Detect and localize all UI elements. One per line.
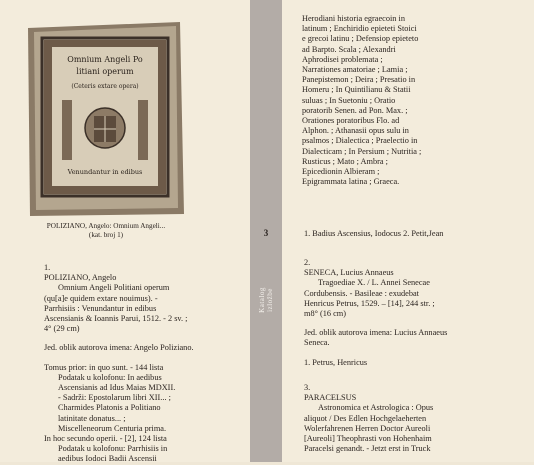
entry-title-line: Tragoediae X. / L. Annei Senecae [318, 278, 430, 288]
contents-list [302, 14, 530, 187]
contents-line: e grecoi latinu ; Defensiop epieteto [302, 34, 419, 44]
photo-line-2: litiani operum [76, 67, 134, 76]
contents-line: Herodiani historia egraecoin in [302, 14, 405, 23]
entry-title-line: Paracelsi genandt. - Jetzt erst in Truck [304, 444, 431, 454]
entry-title-line: (qu[a]e quidem extare nouimus). - [44, 293, 158, 303]
contents-line: suluas ; In Suetoniu ; Oratio [302, 95, 396, 105]
image-caption [26, 222, 186, 240]
tomus-line: aedibus Iodoci Badii Ascensii [58, 454, 157, 464]
contents-line: Rusticus ; Mato ; Ambra ; [302, 156, 388, 166]
photo-line-3: (Ceteris extare opera) [71, 83, 139, 90]
contents-line: Panepistemon ; Deira ; Presatio in [302, 75, 416, 85]
entry-title-line: aliquot / Des Edlen Hochgelaeherten [304, 413, 427, 423]
tomus-line: Ascensianis ad Idus Maias MDXII. [58, 383, 176, 393]
right-page [282, 0, 534, 462]
entry-author: SENECA, Lucius Annaeus [304, 268, 394, 278]
contents-line: Dialecticam ; In Persium ; Nutritia ; [302, 146, 422, 156]
entry-uniform-name: Jed. oblik autorova imena: Angelo Poliziano. [44, 343, 194, 353]
contents-line: Alphon. ; Athanasii opus sulu in [302, 126, 409, 136]
entry-number: 1. [44, 263, 51, 272]
contents-line: ad Barpto. Scala ; Alexandri [302, 44, 396, 54]
note-line: 1. Badius Ascensius, Iodocus 2. Petit,Jean [304, 229, 444, 238]
caption-line: POLIZIANO, Angelo: Omnium Angeli... [46, 222, 166, 230]
tomus-line: - Sadrži: Epostolarum libri XII... ; [58, 393, 171, 403]
entry-uniform-name: Jed. oblik autorova imena: Lucius Annaeus [304, 328, 448, 338]
entry-1-notes [304, 229, 530, 239]
contents-line: poratorib Senen. ad Pon. Max. ; [302, 105, 408, 115]
contents-line: Orationes poratoribus Flo. ad [302, 116, 400, 126]
caption-line: (kat. broj 1) [88, 231, 124, 239]
contents-line: Epicedionin Albieram ; [302, 167, 380, 177]
entry-title-line: Ascensianis & Ioannis Parui, 1512. - 2 sv. ; [44, 314, 188, 324]
contents-line: latinum ; Enchiridio epieteti Stoici [302, 24, 417, 34]
tomus-line: Miscelleneorum Centuria prima. [58, 423, 167, 433]
contents-line: Epigrammata latina ; Graeca. [302, 177, 400, 187]
tomus-line: Podatak u kolofonu: Parrhisiis in [58, 444, 168, 454]
book-photo [20, 18, 186, 218]
entry-uniform-name: Seneca. [304, 338, 330, 348]
entry-title-line: Omnium Angeli Politiani operum [58, 283, 170, 293]
tomus-line: Tomus prior: in quo sunt. - 144 lista [44, 362, 164, 372]
entry-title-line: [Aureoli] Theophrasti von Hohenhaim [304, 434, 432, 444]
contents-line: Aphrodisei problemata ; [302, 54, 383, 64]
entry-title-line: Wolerfahrenen Herren Doctor Aureoli [304, 423, 431, 433]
entry-title-line: m8° (16 cm) [304, 309, 347, 319]
section-label: Katalog izložbe [258, 287, 274, 313]
catalog-entry-1 [44, 263, 250, 465]
note-line: 1. Petrus, Henricus [304, 357, 368, 367]
entry-title-line: Parrhisiis : Venundantur in edibus [44, 303, 157, 313]
catalog-entry-2 [304, 258, 530, 368]
tomus-line: In hoc secundo operii. - [2], 124 lista [44, 434, 167, 444]
photo-line-1: Omnium Angeli Po [67, 55, 143, 64]
tomus-line: latinitate donatus... ; [58, 413, 126, 423]
page-number: 3 [263, 228, 269, 238]
contents-line: Homeru ; In Quintilianu & Statii [302, 85, 411, 95]
tomus-line: Podatak u kolofonu: In aedibus [58, 372, 162, 382]
photo-line-4: Venundantur in edibus [67, 168, 143, 176]
entry-author: POLIZIANO, Angelo [44, 273, 117, 283]
entry-author: PARACELSUS [304, 393, 357, 403]
entry-title-line: 4° (29 cm) [44, 324, 80, 334]
catalog-entry-3 [304, 383, 530, 454]
contents-line: psalmos ; Dialectica ; Praelectio in [302, 136, 418, 146]
entry-title-line: Cordubensis. - Basileae : exudebat [304, 288, 419, 298]
left-page [0, 0, 250, 462]
entry-title-line: Henricus Petrus, 1529. – [14], 244 str. ; [304, 298, 435, 308]
entry-number: 2. [304, 258, 311, 267]
entry-title-line: Astronomica et Astrologica : Opus [318, 403, 434, 413]
contents-line: Narrationes amatoriae ; Lamia ; [302, 65, 408, 75]
entry-number: 3. [304, 383, 311, 392]
tomus-line: Charmides Platonis a Politiano [58, 403, 161, 413]
